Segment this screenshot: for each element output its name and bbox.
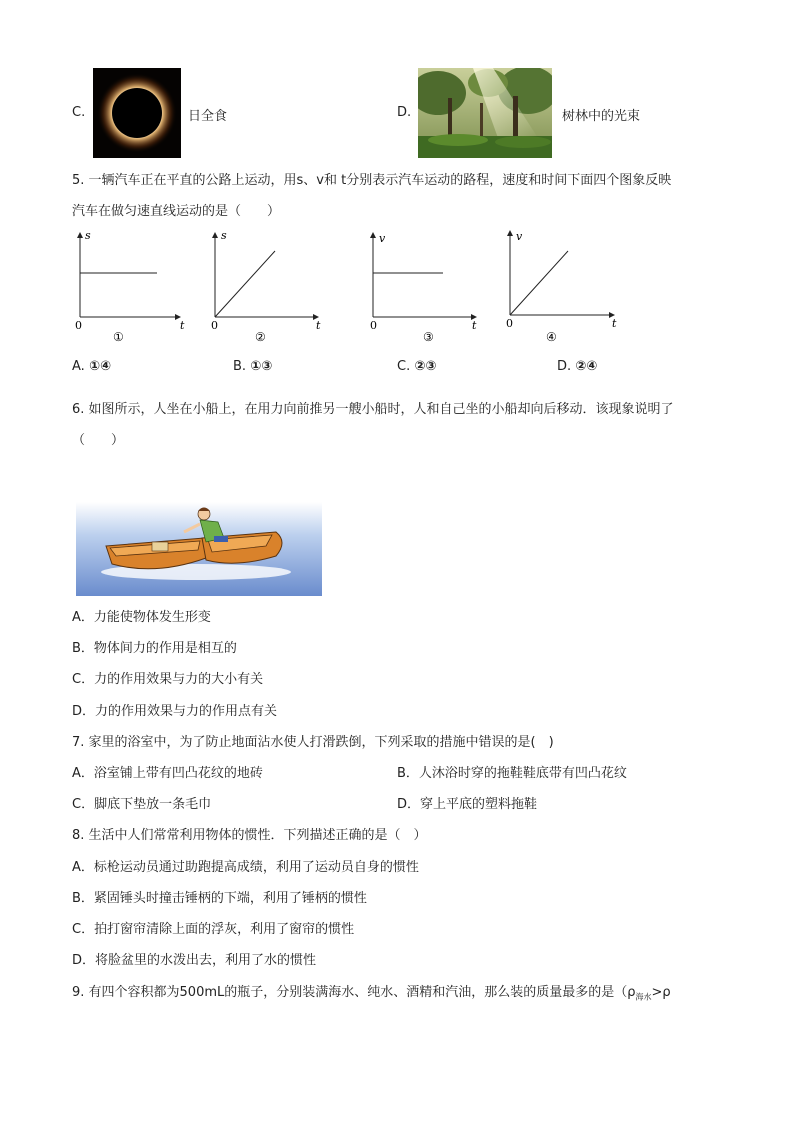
graph-3-origin: 0	[370, 319, 377, 332]
q9-stem-text: 9. 有四个容积都为500mL的瓶子，分别装满海水、纯水、酒精和汽油，那么装的质量最多的是（ρ	[72, 985, 636, 1000]
graph-4	[506, 230, 617, 344]
boat-push-drawing	[76, 502, 322, 596]
q7-option-d[interactable]: D．穿上平底的塑料拖鞋	[397, 797, 538, 812]
graph-2-origin: 0	[211, 319, 218, 332]
graph-2-x-label: t	[316, 319, 321, 332]
q7-option-c[interactable]: C．脚底下垫放一条毛巾	[72, 797, 212, 812]
graph-2-number: ②	[255, 330, 266, 344]
graph-1-y-label: s	[85, 229, 91, 242]
graph-3-y-label: v	[379, 232, 386, 245]
q9-subscript: 海水	[635, 992, 652, 1002]
q7-option-a[interactable]: A．浴室铺上带有凹凸花纹的地砖	[72, 766, 263, 781]
q5-option-d[interactable]	[557, 359, 597, 374]
graph-1-x-label: t	[180, 319, 185, 332]
q7-option-b[interactable]: B．人沐浴时穿的拖鞋鞋底带有凹凸花纹	[397, 766, 627, 781]
solar-eclipse-image	[93, 68, 181, 158]
q8-stem: 8. 生活中人们常常利用物体的惯性．下列描述正确的是（ ）	[72, 828, 427, 843]
graph-2	[211, 229, 321, 344]
graph-4-x-label: t	[612, 317, 617, 330]
q5-option-c[interactable]	[397, 359, 436, 374]
q6-stem-line1: 6. 如图所示，人坐在小船上，在用力向前推另一艘小船时，人和自己坐的小船却向后移动．该现象说明了	[72, 402, 674, 417]
q6-option-d[interactable]: D．力的作用效果与力的作用点有关	[72, 704, 278, 719]
graph-1	[75, 229, 185, 344]
q5-stem-line1: 5. 一辆汽车正在平直的公路上运动，用s、v和 t分别表示汽车运动的路程，速度和时间下面四个图象反映	[72, 173, 672, 188]
graph-2-y-label: s	[221, 229, 227, 242]
graph-1-number: ①	[113, 330, 124, 344]
q8-option-d[interactable]: D．将脸盆里的水泼出去，利用了水的惯性	[72, 953, 317, 968]
graph-4-number: ④	[546, 330, 557, 344]
q5-option-a-letter: A.	[72, 359, 85, 374]
q6-option-b[interactable]: B．物体间力的作用是相互的	[72, 641, 237, 656]
q5-option-c-letter: C.	[397, 359, 411, 374]
q5-option-b-letter: B.	[233, 359, 247, 374]
q5-stem-line2: 汽车在做匀速直线运动的是（ ）	[72, 204, 281, 219]
q4-option-d-caption: 树林中的光束	[562, 109, 641, 124]
q4-option-d-letter: D.	[397, 105, 412, 120]
boat-push-image	[76, 502, 322, 596]
forest-light-drawing	[418, 68, 552, 158]
q9-stem-tail: >ρ	[651, 985, 671, 1000]
q5-option-b[interactable]	[233, 359, 272, 374]
q5-option-d-text: ②④	[575, 359, 598, 374]
q8-option-a[interactable]: A．标枪运动员通过助跑提高成绩，利用了运动员自身的惯性	[72, 860, 419, 875]
graph-1-origin: 0	[75, 319, 82, 332]
q7-stem: 7. 家里的浴室中，为了防止地面沾水使人打滑跌倒，下列采取的措施中错误的是( )	[72, 735, 554, 750]
graph-4-origin: 0	[506, 317, 513, 330]
q4-option-c-caption: 日全食	[188, 109, 228, 124]
q5-graphs	[60, 225, 640, 350]
q5-option-c-text: ②③	[414, 359, 437, 374]
graph-3-x-label: t	[472, 319, 477, 332]
q5-option-b-text: ①③	[250, 359, 273, 374]
q8-option-c[interactable]: C．拍打窗帘清除上面的浮灰，利用了窗帘的惯性	[72, 922, 355, 937]
graph-4-y-label: v	[516, 230, 523, 243]
forest-light-image	[418, 68, 552, 158]
graph-3	[370, 232, 477, 344]
q6-option-a[interactable]: A．力能使物体发生形变	[72, 610, 211, 625]
q8-option-b[interactable]: B．紧固锤头时撞击锤柄的下端，利用了锤柄的惯性	[72, 891, 367, 906]
q6-option-c[interactable]: C．力的作用效果与力的大小有关	[72, 672, 264, 687]
graph-3-number: ③	[423, 330, 434, 344]
q5-option-a-text: ①④	[88, 359, 111, 374]
solar-eclipse-drawing	[93, 68, 181, 158]
q4-option-c-letter: C.	[72, 105, 86, 120]
q6-stem-line2: （ ）	[72, 433, 125, 448]
q5-option-a[interactable]	[72, 359, 111, 374]
q9-stem	[72, 983, 671, 1008]
q5-option-d-letter: D.	[557, 359, 572, 374]
